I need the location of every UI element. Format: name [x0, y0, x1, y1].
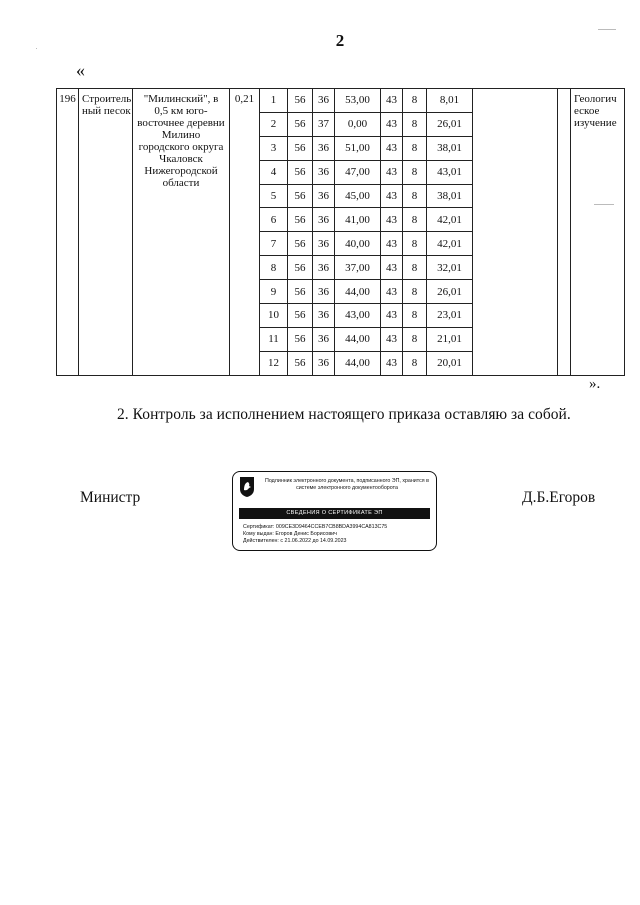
coordinate-cell: 8: [403, 256, 427, 280]
coordinate-cell: 44,00: [335, 351, 381, 375]
coordinate-cell: 8: [403, 351, 427, 375]
coordinate-cell: 36: [313, 256, 335, 280]
coordinate-cell: 26,01: [427, 112, 473, 136]
point-number-cell: 5: [260, 184, 288, 208]
coordinate-cell: 38,01: [427, 184, 473, 208]
coordinate-cell: 43: [381, 160, 403, 184]
empty-cell: [558, 89, 571, 376]
coordinate-cell: 43: [381, 280, 403, 304]
coordinate-cell: 53,00: [335, 89, 381, 113]
coordinate-cell: 8: [403, 136, 427, 160]
coordinate-cell: 36: [313, 208, 335, 232]
point-number-cell: 8: [260, 256, 288, 280]
coordinate-cell: 44,00: [335, 280, 381, 304]
area-cell: 0,21: [230, 89, 260, 376]
stamp-validity: Действителен: с 21.06.2022 до 14.09.2023: [243, 538, 347, 544]
table-body: [57, 89, 625, 376]
coordinate-cell: 32,01: [427, 256, 473, 280]
coat-of-arms-icon: [240, 477, 254, 497]
scan-speck: [598, 29, 616, 30]
point-number-cell: 11: [260, 327, 288, 351]
coordinate-cell: 56: [288, 280, 313, 304]
coordinate-cell: 56: [288, 112, 313, 136]
signer-name: Д.Б.Егоров: [522, 489, 596, 506]
coordinate-cell: 36: [313, 280, 335, 304]
coordinate-cell: 43: [381, 232, 403, 256]
e-signature-stamp: [232, 471, 437, 551]
coordinate-cell: 43: [381, 304, 403, 328]
coordinate-cell: 37,00: [335, 256, 381, 280]
point-number-cell: 3: [260, 136, 288, 160]
coordinate-cell: 36: [313, 327, 335, 351]
coordinate-cell: 43,00: [335, 304, 381, 328]
coordinate-cell: 43: [381, 327, 403, 351]
scan-speck: [36, 48, 37, 49]
coordinate-cell: 56: [288, 136, 313, 160]
coordinate-cell: 47,00: [335, 160, 381, 184]
coordinate-cell: 36: [313, 184, 335, 208]
coordinate-cell: 8: [403, 160, 427, 184]
coordinate-cell: 56: [288, 160, 313, 184]
stamp-issued-to: Кому выдан: Егоров Денис Борисович: [243, 531, 337, 537]
coordinate-cell: 21,01: [427, 327, 473, 351]
coordinate-cell: 8: [403, 232, 427, 256]
coordinate-cell: 56: [288, 351, 313, 375]
coordinate-cell: 36: [313, 232, 335, 256]
point-number-cell: 1: [260, 89, 288, 113]
coordinate-cell: 20,01: [427, 351, 473, 375]
empty-cell: [473, 89, 558, 376]
closing-quote: ».: [589, 376, 601, 392]
mineral-cell: Строитель ный песок: [79, 89, 133, 376]
coordinate-cell: 38,01: [427, 136, 473, 160]
coordinate-cell: 43: [381, 256, 403, 280]
coordinate-cell: 36: [313, 160, 335, 184]
coordinate-cell: 56: [288, 89, 313, 113]
stamp-certificate-header: СВЕДЕНИЯ О СЕРТИФИКАТЕ ЭП: [239, 508, 430, 519]
coordinate-cell: 51,00: [335, 136, 381, 160]
coordinate-cell: 0,00: [335, 112, 381, 136]
control-paragraph: 2. Контроль за исполнением настоящего приказа оставляю за собой.: [117, 406, 571, 423]
page-number: 2: [335, 31, 345, 50]
coordinate-cell: 8: [403, 112, 427, 136]
coordinate-cell: 8: [403, 327, 427, 351]
coordinate-cell: 56: [288, 327, 313, 351]
coordinate-cell: 36: [313, 89, 335, 113]
stamp-notice: Подлинник электронного документа, подписанного ЭП, хранится в системе электронного документооборота: [265, 478, 429, 491]
coordinate-cell: 8: [403, 280, 427, 304]
point-number-cell: 10: [260, 304, 288, 328]
stamp-certificate-id: Сертификат: 009CE3D9464CCEB7CB8BDA3994CA813C75: [243, 524, 388, 530]
coordinate-cell: 40,00: [335, 232, 381, 256]
coordinate-cell: 8,01: [427, 89, 473, 113]
coordinate-cell: 8: [403, 208, 427, 232]
coordinate-cell: 43,01: [427, 160, 473, 184]
coordinate-cell: 56: [288, 232, 313, 256]
row-number-cell: 196: [57, 89, 79, 376]
coordinate-cell: 36: [313, 351, 335, 375]
opening-quote: «: [76, 60, 85, 80]
coordinate-cell: 43: [381, 208, 403, 232]
coordinate-cell: 56: [288, 304, 313, 328]
coordinate-cell: 26,01: [427, 280, 473, 304]
coordinate-cell: 43: [381, 89, 403, 113]
coordinate-cell: 36: [313, 136, 335, 160]
minister-title: Министр: [80, 489, 141, 506]
coordinate-cell: 43: [381, 112, 403, 136]
purpose-cell: Геологич еское изучение: [571, 89, 625, 376]
coordinate-cell: 23,01: [427, 304, 473, 328]
coordinate-cell: 45,00: [335, 184, 381, 208]
point-number-cell: 9: [260, 280, 288, 304]
coordinate-cell: 56: [288, 184, 313, 208]
coordinate-cell: 36: [313, 304, 335, 328]
coordinate-cell: 41,00: [335, 208, 381, 232]
point-number-cell: 12: [260, 351, 288, 375]
coordinate-cell: 8: [403, 184, 427, 208]
license-table: [56, 88, 625, 376]
coordinate-cell: 42,01: [427, 208, 473, 232]
coordinate-cell: 43: [381, 184, 403, 208]
point-number-cell: 7: [260, 232, 288, 256]
coordinate-cell: 8: [403, 89, 427, 113]
point-number-cell: 6: [260, 208, 288, 232]
coordinate-cell: 56: [288, 256, 313, 280]
coordinate-cell: 44,00: [335, 327, 381, 351]
coordinate-cell: 42,01: [427, 232, 473, 256]
point-number-cell: 4: [260, 160, 288, 184]
coordinate-cell: 43: [381, 136, 403, 160]
coordinate-cell: 56: [288, 208, 313, 232]
scan-speck: [594, 204, 614, 205]
coordinate-cell: 8: [403, 304, 427, 328]
coordinate-cell: 43: [381, 351, 403, 375]
table-row: [57, 89, 625, 113]
location-cell: "Милинский", в 0,5 км юго-восточнее деревни Милино городского округа Чкаловск Нижегородской области: [133, 89, 230, 376]
point-number-cell: 2: [260, 112, 288, 136]
coordinate-cell: 37: [313, 112, 335, 136]
